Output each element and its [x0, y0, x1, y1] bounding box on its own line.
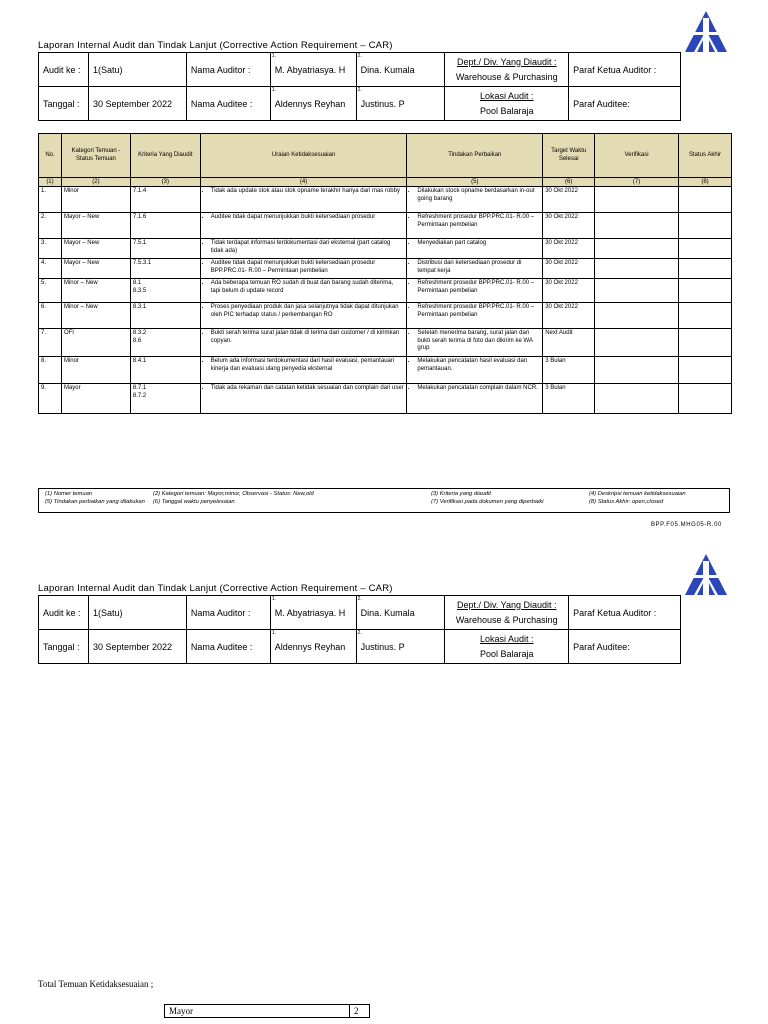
tanggal-label: Tanggal : — [39, 630, 89, 664]
row-tindakan-text: • Refreshment prosedur BPP.PRC.01- R.00 – Permintaan pembelian — [417, 304, 540, 319]
legend-5: (5) Tindakan perbaikan yang dilakukan — [45, 499, 145, 505]
row-target: 30 Okt 2022 — [543, 239, 595, 259]
row-kategori: Minor — [61, 187, 130, 213]
auditor-2-cell: 2. Dina. Kumala — [356, 596, 445, 630]
row-kriteria: 8.3.1 — [130, 303, 200, 329]
row-no: 9. — [39, 384, 62, 414]
row-target: 30 Okt 2022 — [543, 279, 595, 303]
lokasi-label: Lokasi Audit : — [479, 633, 534, 644]
row-status — [679, 239, 732, 259]
row-status — [679, 357, 732, 384]
header-kriteria: Kriteria Yang Diaudit — [130, 134, 200, 178]
row-kriteria: 7.1.6 — [130, 213, 200, 239]
row-tindakan — [407, 357, 543, 384]
row-kriteria: 7.5.1 — [130, 239, 200, 259]
row-kategori: OFI — [61, 329, 130, 357]
index-7: (7) — [595, 178, 679, 187]
row-kriteria: 8.1 8.3.5 — [130, 279, 200, 303]
row-tindakan — [407, 239, 543, 259]
lokasi-cell — [445, 630, 569, 664]
row-uraian — [200, 329, 407, 357]
row-status — [679, 384, 732, 414]
auditor-2: Dina. Kumala — [360, 64, 415, 75]
index-8: (8) — [679, 178, 732, 187]
lokasi-value: Pool Balaraja — [479, 648, 534, 659]
row-kategori: Minor – New — [61, 279, 130, 303]
dept-cell — [445, 596, 569, 630]
legend-8: (8) Status Akhir: open,closed — [589, 499, 664, 505]
paraf-auditee-label: Paraf Auditee: — [569, 630, 681, 664]
total-category: Mayor — [165, 1005, 350, 1018]
total-count: 2 — [350, 1005, 370, 1018]
nama-auditee-label: Nama Auditee : — [186, 87, 270, 121]
tanggal-value: 30 September 2022 — [88, 630, 186, 664]
row-no: 3. — [39, 239, 62, 259]
report-title: Laporan Internal Audit dan Tindak Lanjut (Corrective Action Requirement – CAR) — [38, 40, 393, 51]
legend-4: (4) Deskripsi temuan ketidaksesuaian — [589, 491, 686, 497]
findings-rows — [39, 187, 732, 414]
auditee-2: Justinus. P — [360, 641, 405, 652]
paraf-ketua-label: Paraf Ketua Auditor : — [569, 53, 681, 87]
row-uraian-text: • Bukti serah terima surat jalan tidak di terima dari customer / di kirimkan copyan. — [211, 330, 405, 345]
row-uraian-text: • Tidak terdapat informasi terdokumentasi dari eksternal (part catalog tidak ada) — [211, 240, 405, 255]
row-target: 30 Okt 2022 — [543, 303, 595, 329]
row-uraian — [200, 303, 407, 329]
row-kategori: Mayor – New — [61, 213, 130, 239]
audit-ke-label: Audit ke : — [39, 596, 89, 630]
row-no: 5. — [39, 279, 62, 303]
index-5: (5) — [407, 178, 543, 187]
row-target: 30 Okt 2022 — [543, 259, 595, 279]
auditee-1: Aldennys Reyhan — [274, 641, 346, 652]
table-row — [39, 303, 732, 329]
row-status — [679, 187, 732, 213]
lokasi-label: Lokasi Audit : — [479, 90, 534, 101]
row-uraian-text: • Tidak ada update stok atau stok opname terakhir hanya dari mas robby — [211, 188, 405, 196]
auditee-1-cell: 1. Aldennys Reyhan — [270, 87, 356, 121]
table-row — [39, 259, 732, 279]
dept-cell — [445, 53, 569, 87]
index-6: (6) — [543, 178, 595, 187]
auditee-2: Justinus. P — [360, 98, 405, 109]
row-uraian — [200, 357, 407, 384]
row-target: 3 Bulan — [543, 384, 595, 414]
row-verifikasi — [595, 279, 679, 303]
report-title-2: Laporan Internal Audit dan Tindak Lanjut (Corrective Action Requirement – CAR) — [38, 583, 393, 594]
legend-2: (2) Kategori temuan: Mayor,minor, Observasi - Status: New,old — [153, 491, 314, 497]
row-kriteria: 8.4.1 — [130, 357, 200, 384]
findings-table — [38, 133, 732, 414]
auditor-1: M. Abyatriasya. H — [274, 607, 346, 618]
dept-label: Dept./ Div. Yang Diaudit : — [456, 599, 557, 610]
row-kategori: Minor – New — [61, 303, 130, 329]
lokasi-cell — [445, 87, 569, 121]
row-tindakan-text: • Melakukan pencatatan complain dalam NCR. — [417, 385, 540, 393]
legend-box — [38, 488, 730, 513]
row-no: 8. — [39, 357, 62, 384]
row-uraian — [200, 187, 407, 213]
nama-auditee-label: Nama Auditee : — [186, 630, 270, 664]
row-uraian-text: • Belum ada informasi terdokumentasi dari hasil evaluasi, pemantauan kinerja dan evaluasi ulang penyedia eksternal — [211, 358, 405, 373]
row-uraian — [200, 213, 407, 239]
table-row — [39, 329, 732, 357]
tanggal-label: Tanggal : — [39, 87, 89, 121]
table-row — [39, 279, 732, 303]
auditee-1: Aldennys Reyhan — [274, 98, 346, 109]
auditor-2: Dina. Kumala — [360, 607, 415, 618]
row-uraian-text: • Auditee tidak dapat menunjukkan bukti ketersediaan prosedur BPP.PRC.01- R.00 – Permintaan pembelian — [211, 260, 405, 275]
row-uraian — [200, 279, 407, 303]
index-2: (2) — [61, 178, 130, 187]
row-kategori: Mayor – New — [61, 239, 130, 259]
row-status — [679, 259, 732, 279]
row-verifikasi — [595, 384, 679, 414]
row-no: 1. — [39, 187, 62, 213]
legend-1: (1) Nomer temuan — [45, 491, 93, 497]
row-uraian-text: • Ada beberapa temuan RO sudah di buat dan barang sudah diterima, tapi belum di update record — [211, 280, 405, 295]
dept-value: Warehouse & Purchasing — [455, 614, 558, 625]
tanggal-value: 30 September 2022 — [88, 87, 186, 121]
row-tindakan — [407, 303, 543, 329]
paraf-ketua-label: Paraf Ketua Auditor : — [569, 596, 681, 630]
audit-header-table-2 — [38, 595, 681, 664]
table-row — [39, 213, 732, 239]
auditor-1: M. Abyatriasya. H — [274, 64, 346, 75]
row-no: 2. — [39, 213, 62, 239]
row-tindakan — [407, 213, 543, 239]
row-target: Next Audit — [543, 329, 595, 357]
row-status — [679, 329, 732, 357]
table-row — [39, 239, 732, 259]
row-uraian — [200, 384, 407, 414]
legend-table — [41, 490, 690, 506]
auditee-2-cell: 2. Justinus. P — [356, 87, 445, 121]
row-verifikasi — [595, 303, 679, 329]
header-tindakan: Tindakan Perbaikan — [407, 134, 543, 178]
table-row — [39, 187, 732, 213]
legend-3: (3) Kriteria yang diaudit — [431, 491, 491, 497]
row-target: 3 Bulan — [543, 357, 595, 384]
row-uraian-text: • Tidak ada rekaman dan catatan ketidak sesuaian dan complain dari user — [211, 385, 405, 393]
row-kategori: Mayor – New — [61, 259, 130, 279]
audit-ke-value: 1(Satu) — [88, 53, 186, 87]
header-status: Status Akhir — [679, 134, 732, 178]
row-tindakan-text: • Refreshment prosedur BPP.PRC.01- R.00 – Permintaan pembelian — [417, 214, 540, 229]
header-no: No. — [39, 134, 62, 178]
auditor-1-cell: 1. M. Abyatriasya. H — [270, 596, 356, 630]
nama-auditor-label: Nama Auditor : — [186, 596, 270, 630]
index-4: (4) — [200, 178, 407, 187]
row-no: 7. — [39, 329, 62, 357]
header-target: Target Waktu Selesai — [543, 134, 595, 178]
audit-ke-label: Audit ke : — [39, 53, 89, 87]
lokasi-value: Pool Balaraja — [479, 105, 534, 116]
row-tindakan — [407, 259, 543, 279]
company-logo-icon — [684, 10, 728, 54]
paraf-auditee-label: Paraf Auditee: — [569, 87, 681, 121]
row-verifikasi — [595, 259, 679, 279]
row-status — [679, 303, 732, 329]
row-target: 30 Okt 2022 — [543, 187, 595, 213]
table-row — [39, 357, 732, 384]
legend-6: (6) Tanggal waktu penyelesaian — [153, 499, 235, 505]
row-verifikasi — [595, 357, 679, 384]
total-label: Total Temuan Ketidaksesuaian ; — [38, 979, 154, 989]
row-kriteria: 7.1.4 — [130, 187, 200, 213]
auditor-1-cell: 1. M. Abyatriasya. H — [270, 53, 356, 87]
row-kriteria: 8.7.1 8.7.2 — [130, 384, 200, 414]
row-uraian — [200, 239, 407, 259]
table-row — [39, 384, 732, 414]
doc-number: BPP.F05.MHG05-R.00 — [650, 522, 722, 528]
total-table — [164, 1004, 370, 1018]
row-tindakan-text: • Melakukan pencatatan hasil evaluasi dan pemantauan. — [417, 358, 540, 373]
auditee-1-cell: 1. Aldennys Reyhan — [270, 630, 356, 664]
row-verifikasi — [595, 213, 679, 239]
row-tindakan-text: • Setelah menerima barang, surat jalan dan bukti serah terima di foto dan dikirim ke WA grup — [417, 330, 540, 353]
row-uraian-text: • Auditee tidak dapat menunjukkan bukti ketersediaan prosedur — [211, 214, 405, 222]
dept-label: Dept./ Div. Yang Diaudit : — [456, 56, 557, 67]
header-kategori: Kategori Temuan - Status Temuan — [61, 134, 130, 178]
row-no: 6. — [39, 303, 62, 329]
row-verifikasi — [595, 187, 679, 213]
row-no: 4. — [39, 259, 62, 279]
index-1: (1) — [39, 178, 62, 187]
row-kriteria: 8.3.2 8.6 — [130, 329, 200, 357]
row-uraian-text: • Proses penyediaan produk dan jasa selanjutnya tidak dapat ditunjukan oleh PIC terhadap status / perkembangan RO — [211, 304, 405, 319]
nama-auditor-label: Nama Auditor : — [186, 53, 270, 87]
row-verifikasi — [595, 329, 679, 357]
row-tindakan-text: • Dilakukan stock opname berdasarkan in-out going barang — [417, 188, 540, 203]
audit-ke-value: 1(Satu) — [88, 596, 186, 630]
row-tindakan — [407, 384, 543, 414]
dept-value: Warehouse & Purchasing — [455, 71, 558, 82]
row-status — [679, 279, 732, 303]
auditee-2-cell: 2. Justinus. P — [356, 630, 445, 664]
row-tindakan — [407, 329, 543, 357]
legend-7: (7) Verifikasi pada dokumen yang diperbaiki — [431, 499, 544, 505]
header-verifikasi: Verifikasi — [595, 134, 679, 178]
row-tindakan-text: • Menyediakan part catalog — [417, 240, 540, 248]
row-tindakan — [407, 279, 543, 303]
row-verifikasi — [595, 239, 679, 259]
row-tindakan — [407, 187, 543, 213]
company-logo-icon — [684, 553, 728, 597]
row-tindakan-text: • Distribusi dan ketersediaan prosedur di tempat kerja — [417, 260, 540, 275]
row-kategori: Mayor — [61, 384, 130, 414]
row-status — [679, 213, 732, 239]
header-uraian: Uraian Ketidaksesuaian — [200, 134, 407, 178]
row-kriteria: 7.5.3.1 — [130, 259, 200, 279]
row-target: 30 Okt 2022 — [543, 213, 595, 239]
auditor-2-cell: 2. Dina. Kumala — [356, 53, 445, 87]
row-tindakan-text: • Refreshment prosedur BPP.PRC.01- R.00 – Permintaan pembelian — [417, 280, 540, 295]
row-kategori: Minor — [61, 357, 130, 384]
audit-header-table — [38, 52, 681, 121]
index-3: (3) — [130, 178, 200, 187]
row-uraian — [200, 259, 407, 279]
